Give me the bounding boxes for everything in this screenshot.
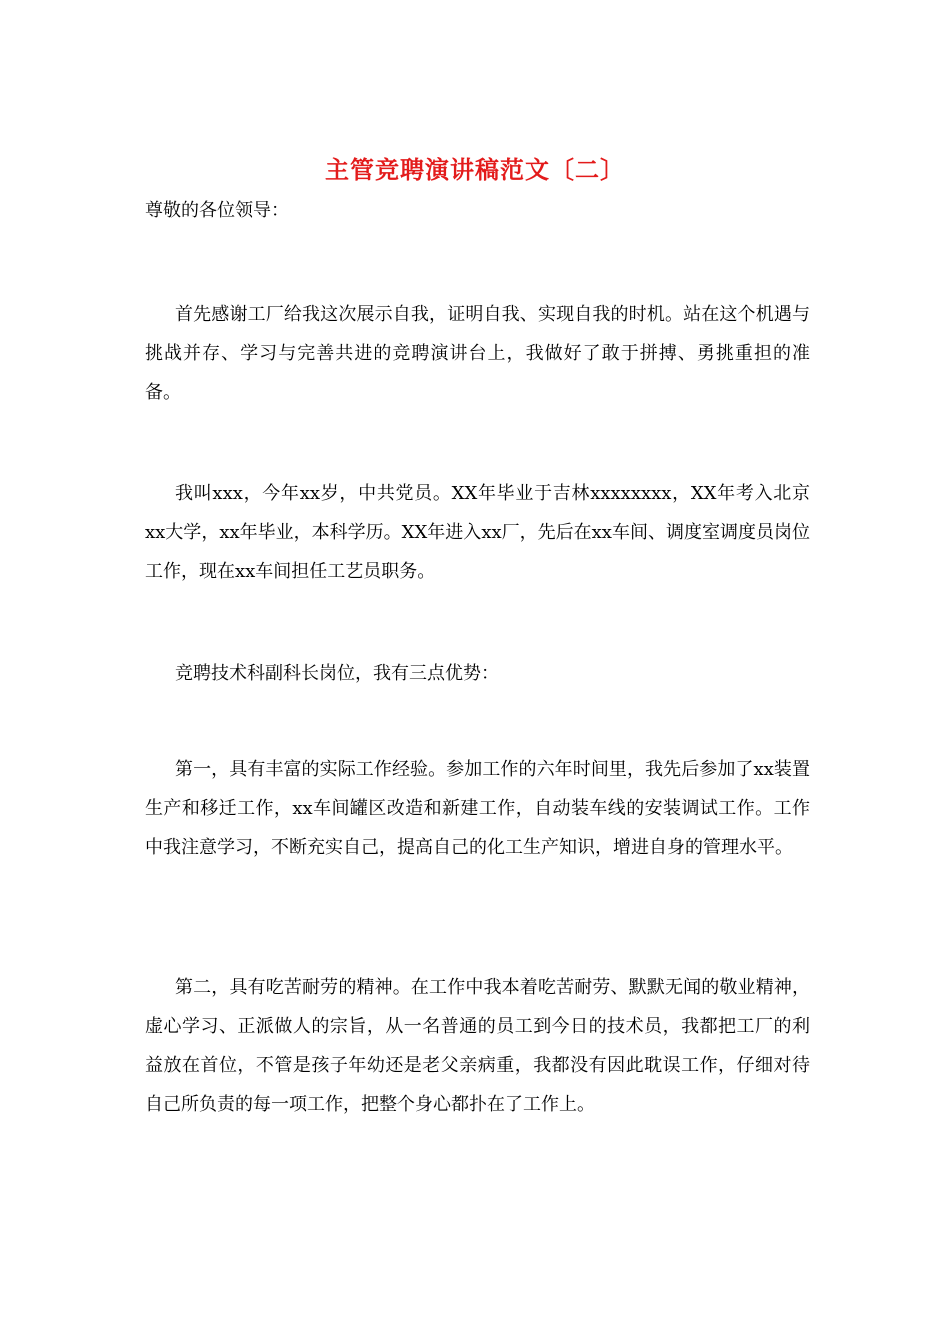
greeting: 尊敬的各位领导：: [145, 200, 289, 221]
paragraph: 第一，具有丰富的实际工作经验。参加工作的六年时间里，我先后参加了xx装置生产和移迁工作，xx车间罐区改造和新建工作，自动装车线的安装调试工作。工作中我注意学习，不断充实自己，提高自己的化工生产知识，增进自身的管理水平。: [145, 759, 810, 858]
paragraph: 首先感谢工厂给我这次展示自我，证明自我、实现自我的时机。站在这个机遇与挑战并存、学习与完善共进的竞聘演讲台上，我做好了敢于拼搏、勇挑重担的准备。: [145, 304, 810, 403]
paragraph: 我叫xxx，今年xx岁，中共党员。XX年毕业于吉林xxxxxxxx，XX年考入北京xx大学，xx年毕业，本科学历。XX年进入xx厂，先后在xx车间、调度室调度员岗位工作，现在xx车间担任工艺员职务。: [145, 483, 810, 582]
paragraph: 竞聘技术科副科长岗位，我有三点优势：: [175, 663, 499, 684]
paragraph: 第二，具有吃苦耐劳的精神。在工作中我本着吃苦耐劳、默默无闻的敬业精神，虚心学习、正派做人的宗旨，从一名普通的员工到今日的技术员，我都把工厂的利益放在首位，不管是孩子年幼还是老父亲病重，我都没有因此耽误工作，仔细对待自己所负责的每一项工作，把整个身心都扑在了工作上。: [145, 977, 810, 1115]
document-title: 主管竞聘演讲稿范文〔二〕: [325, 155, 625, 184]
